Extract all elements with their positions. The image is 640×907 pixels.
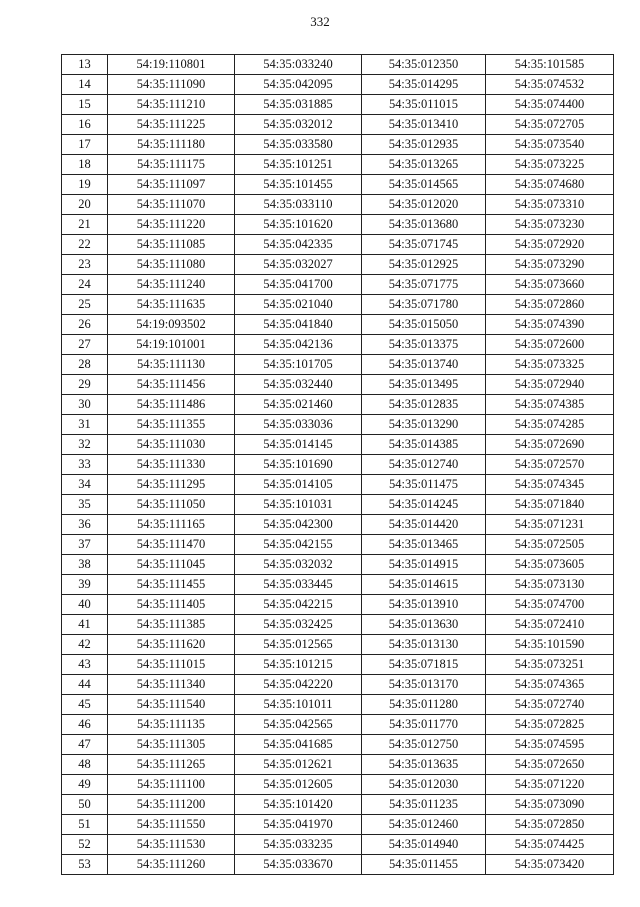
cadastral-number-cell: 54:35:111030 [108, 435, 235, 455]
cadastral-number-cell: 54:35:032440 [235, 375, 362, 395]
cadastral-number-cell: 54:35:073251 [486, 655, 614, 675]
table-row [62, 795, 614, 815]
cadastral-number-cell: 54:35:111330 [108, 455, 235, 475]
cadastral-number-cell: 54:35:032032 [235, 555, 362, 575]
table-row [62, 435, 614, 455]
cadastral-number-cell: 54:35:041700 [235, 275, 362, 295]
cadastral-number-cell: 54:35:013130 [362, 635, 486, 655]
table-row [62, 135, 614, 155]
cadastral-number-cell: 54:35:011235 [362, 795, 486, 815]
cadastral-number-cell: 54:35:072920 [486, 235, 614, 255]
row-number-cell: 21 [62, 215, 108, 235]
cadastral-number-cell: 54:35:074345 [486, 475, 614, 495]
cadastral-number-cell: 54:35:101251 [235, 155, 362, 175]
row-number-cell: 49 [62, 775, 108, 795]
table-row [62, 315, 614, 335]
cadastral-number-cell: 54:35:012621 [235, 755, 362, 775]
row-number-cell: 24 [62, 275, 108, 295]
row-number-cell: 51 [62, 815, 108, 835]
cadastral-number-cell: 54:35:014295 [362, 75, 486, 95]
cadastral-number-cell: 54:35:072940 [486, 375, 614, 395]
cadastral-number-cell: 54:35:101690 [235, 455, 362, 475]
cadastral-number-cell: 54:35:073130 [486, 575, 614, 595]
cadastral-number-cell: 54:35:012835 [362, 395, 486, 415]
table-row [62, 215, 614, 235]
cadastral-number-cell: 54:35:014245 [362, 495, 486, 515]
cadastral-number-cell: 54:35:013375 [362, 335, 486, 355]
cadastral-number-cell: 54:35:073660 [486, 275, 614, 295]
table-row [62, 595, 614, 615]
cadastral-number-cell: 54:35:011015 [362, 95, 486, 115]
cadastral-number-cell: 54:35:012750 [362, 735, 486, 755]
cadastral-number-cell: 54:35:073225 [486, 155, 614, 175]
cadastral-number-cell: 54:35:111165 [108, 515, 235, 535]
cadastral-number-cell: 54:35:111455 [108, 575, 235, 595]
cadastral-number-cell: 54:35:042095 [235, 75, 362, 95]
table-row [62, 575, 614, 595]
cadastral-number-cell: 54:35:031885 [235, 95, 362, 115]
cadastral-number-cell: 54:35:101620 [235, 215, 362, 235]
cadastral-number-cell: 54:35:111550 [108, 815, 235, 835]
cadastral-number-cell: 54:35:012030 [362, 775, 486, 795]
table-row [62, 835, 614, 855]
cadastral-number-cell: 54:35:111635 [108, 295, 235, 315]
table-row [62, 55, 614, 75]
cadastral-number-cell: 54:35:012925 [362, 255, 486, 275]
cadastral-number-cell: 54:35:033235 [235, 835, 362, 855]
table-row [62, 815, 614, 835]
table-row [62, 255, 614, 275]
row-number-cell: 53 [62, 855, 108, 875]
cadastral-number-cell: 54:35:111097 [108, 175, 235, 195]
row-number-cell: 28 [62, 355, 108, 375]
cadastral-number-cell: 54:35:014940 [362, 835, 486, 855]
cadastral-number-cell: 54:35:111180 [108, 135, 235, 155]
cadastral-number-cell: 54:35:111540 [108, 695, 235, 715]
cadastral-number-cell: 54:35:101031 [235, 495, 362, 515]
table-row [62, 495, 614, 515]
table-row [62, 715, 614, 735]
table-row [62, 735, 614, 755]
cadastral-number-cell: 54:35:033670 [235, 855, 362, 875]
table-row [62, 655, 614, 675]
cadastral-number-cell: 54:35:041685 [235, 735, 362, 755]
table-row [62, 75, 614, 95]
cadastral-number-cell: 54:35:101215 [235, 655, 362, 675]
row-number-cell: 33 [62, 455, 108, 475]
cadastral-number-cell: 54:35:111070 [108, 195, 235, 215]
cadastral-number-cell: 54:35:072600 [486, 335, 614, 355]
cadastral-number-cell: 54:35:111405 [108, 595, 235, 615]
cadastral-number-cell: 54:35:073290 [486, 255, 614, 275]
row-number-cell: 45 [62, 695, 108, 715]
cadastral-number-cell: 54:35:073420 [486, 855, 614, 875]
cadastral-number-cell: 54:35:013410 [362, 115, 486, 135]
cadastral-number-cell: 54:35:111240 [108, 275, 235, 295]
cadastral-number-cell: 54:35:073605 [486, 555, 614, 575]
cadastral-number-cell: 54:35:101455 [235, 175, 362, 195]
row-number-cell: 52 [62, 835, 108, 855]
cadastral-number-cell: 54:35:013465 [362, 535, 486, 555]
cadastral-number-cell: 54:35:015050 [362, 315, 486, 335]
cadastral-number-cell: 54:35:111015 [108, 655, 235, 675]
cadastral-number-cell: 54:35:014615 [362, 575, 486, 595]
table-row [62, 395, 614, 415]
table-row [62, 555, 614, 575]
cadastral-number-cell: 54:35:111200 [108, 795, 235, 815]
cadastral-number-cell: 54:35:014385 [362, 435, 486, 455]
cadastral-number-cell: 54:35:011475 [362, 475, 486, 495]
cadastral-number-cell: 54:35:021040 [235, 295, 362, 315]
cadastral-number-cell: 54:35:101420 [235, 795, 362, 815]
cadastral-number-cell: 54:35:074365 [486, 675, 614, 695]
table-row [62, 635, 614, 655]
cadastral-number-cell: 54:35:073540 [486, 135, 614, 155]
cadastral-number-cell: 54:35:013170 [362, 675, 486, 695]
cadastral-number-cell: 54:35:071815 [362, 655, 486, 675]
table-body [62, 55, 614, 875]
page-number: 332 [310, 14, 330, 29]
cadastral-number-cell: 54:35:111100 [108, 775, 235, 795]
table-row [62, 375, 614, 395]
cadastral-number-cell: 54:35:111260 [108, 855, 235, 875]
row-number-cell: 47 [62, 735, 108, 755]
cadastral-number-cell: 54:35:101590 [486, 635, 614, 655]
row-number-cell: 39 [62, 575, 108, 595]
row-number-cell: 16 [62, 115, 108, 135]
cadastral-number-cell: 54:35:012350 [362, 55, 486, 75]
row-number-cell: 30 [62, 395, 108, 415]
row-number-cell: 48 [62, 755, 108, 775]
cadastral-number-cell: 54:35:101011 [235, 695, 362, 715]
cadastral-number-cell: 54:35:111045 [108, 555, 235, 575]
cadastral-number-cell: 54:35:072570 [486, 455, 614, 475]
cadastral-number-cell: 54:35:042300 [235, 515, 362, 535]
cadastral-number-cell: 54:35:013495 [362, 375, 486, 395]
cadastral-number-cell: 54:35:074400 [486, 95, 614, 115]
table-row [62, 755, 614, 775]
cadastral-number-cell: 54:35:071840 [486, 495, 614, 515]
cadastral-number-cell: 54:35:111050 [108, 495, 235, 515]
cadastral-number-cell: 54:19:101001 [108, 335, 235, 355]
cadastral-number-cell: 54:35:014915 [362, 555, 486, 575]
cadastral-number-cell: 54:35:042335 [235, 235, 362, 255]
cadastral-number-cell: 54:35:071231 [486, 515, 614, 535]
cadastral-number-cell: 54:35:071745 [362, 235, 486, 255]
cadastral-number-cell: 54:35:072650 [486, 755, 614, 775]
table-row [62, 335, 614, 355]
row-number-cell: 37 [62, 535, 108, 555]
cadastral-number-cell: 54:35:111470 [108, 535, 235, 555]
cadastral-number-cell: 54:35:011455 [362, 855, 486, 875]
cadastral-number-cell: 54:35:012740 [362, 455, 486, 475]
cadastral-number-cell: 54:35:072825 [486, 715, 614, 735]
row-number-cell: 19 [62, 175, 108, 195]
cadastral-number-cell: 54:35:111620 [108, 635, 235, 655]
cadastral-number-cell: 54:35:013635 [362, 755, 486, 775]
row-number-cell: 23 [62, 255, 108, 275]
cadastral-number-cell: 54:35:111265 [108, 755, 235, 775]
cadastral-number-cell: 54:35:074390 [486, 315, 614, 335]
cadastral-number-cell: 54:35:033580 [235, 135, 362, 155]
table-row [62, 195, 614, 215]
row-number-cell: 18 [62, 155, 108, 175]
cadastral-number-cell: 54:35:111135 [108, 715, 235, 735]
table-row [62, 175, 614, 195]
cadastral-number-cell: 54:35:013680 [362, 215, 486, 235]
cadastral-number-cell: 54:35:111530 [108, 835, 235, 855]
cadastral-number-cell: 54:35:111305 [108, 735, 235, 755]
cadastral-number-cell: 54:35:111340 [108, 675, 235, 695]
table-row [62, 615, 614, 635]
row-number-cell: 14 [62, 75, 108, 95]
cadastral-number-cell: 54:35:014145 [235, 435, 362, 455]
row-number-cell: 32 [62, 435, 108, 455]
cadastral-number-cell: 54:35:074385 [486, 395, 614, 415]
cadastral-number-cell: 54:35:111085 [108, 235, 235, 255]
row-number-cell: 25 [62, 295, 108, 315]
cadastral-number-cell: 54:35:072690 [486, 435, 614, 455]
cadastral-number-cell: 54:35:042565 [235, 715, 362, 735]
cadastral-number-cell: 54:35:074285 [486, 415, 614, 435]
row-number-cell: 36 [62, 515, 108, 535]
cadastral-number-cell: 54:35:111090 [108, 75, 235, 95]
row-number-cell: 42 [62, 635, 108, 655]
row-number-cell: 35 [62, 495, 108, 515]
row-number-cell: 43 [62, 655, 108, 675]
cadastral-number-cell: 54:35:013740 [362, 355, 486, 375]
table-row [62, 535, 614, 555]
cadastral-number-cell: 54:35:033445 [235, 575, 362, 595]
cadastral-number-cell: 54:35:011280 [362, 695, 486, 715]
row-number-cell: 46 [62, 715, 108, 735]
table-row [62, 855, 614, 875]
row-number-cell: 31 [62, 415, 108, 435]
table-row [62, 415, 614, 435]
cadastral-number-cell: 54:35:013265 [362, 155, 486, 175]
cadastral-number-cell: 54:35:073325 [486, 355, 614, 375]
cadastral-number-cell: 54:35:072505 [486, 535, 614, 555]
row-number-cell: 15 [62, 95, 108, 115]
table-row [62, 295, 614, 315]
cadastral-number-cell: 54:35:021460 [235, 395, 362, 415]
row-number-cell: 26 [62, 315, 108, 335]
cadastral-table [61, 54, 614, 875]
cadastral-number-cell: 54:35:111210 [108, 95, 235, 115]
table-row [62, 115, 614, 135]
cadastral-number-cell: 54:35:072850 [486, 815, 614, 835]
cadastral-number-cell: 54:35:041970 [235, 815, 362, 835]
row-number-cell: 44 [62, 675, 108, 695]
cadastral-number-cell: 54:19:093502 [108, 315, 235, 335]
cadastral-number-cell: 54:35:014565 [362, 175, 486, 195]
cadastral-number-cell: 54:35:073310 [486, 195, 614, 215]
cadastral-number-cell: 54:35:032425 [235, 615, 362, 635]
cadastral-number-cell: 54:19:110801 [108, 55, 235, 75]
cadastral-number-cell: 54:35:042220 [235, 675, 362, 695]
table-row [62, 155, 614, 175]
table-row [62, 275, 614, 295]
cadastral-number-cell: 54:35:012020 [362, 195, 486, 215]
cadastral-number-cell: 54:35:111175 [108, 155, 235, 175]
row-number-cell: 34 [62, 475, 108, 495]
cadastral-number-cell: 54:35:012605 [235, 775, 362, 795]
cadastral-number-cell: 54:35:101705 [235, 355, 362, 375]
cadastral-number-cell: 54:35:111456 [108, 375, 235, 395]
table-row [62, 95, 614, 115]
cadastral-number-cell: 54:35:011770 [362, 715, 486, 735]
cadastral-number-cell: 54:35:074532 [486, 75, 614, 95]
cadastral-number-cell: 54:35:111385 [108, 615, 235, 635]
cadastral-number-cell: 54:35:101585 [486, 55, 614, 75]
cadastral-number-cell: 54:35:012565 [235, 635, 362, 655]
row-number-cell: 40 [62, 595, 108, 615]
table-row [62, 455, 614, 475]
cadastral-number-cell: 54:35:013290 [362, 415, 486, 435]
cadastral-number-cell: 54:35:072410 [486, 615, 614, 635]
table-row [62, 475, 614, 495]
cadastral-number-cell: 54:35:042136 [235, 335, 362, 355]
row-number-cell: 17 [62, 135, 108, 155]
cadastral-number-cell: 54:35:032012 [235, 115, 362, 135]
row-number-cell: 20 [62, 195, 108, 215]
cadastral-number-cell: 54:35:072860 [486, 295, 614, 315]
cadastral-number-cell: 54:35:111220 [108, 215, 235, 235]
cadastral-number-cell: 54:35:033036 [235, 415, 362, 435]
table-row [62, 675, 614, 695]
cadastral-number-cell: 54:35:014105 [235, 475, 362, 495]
cadastral-number-cell: 54:35:012460 [362, 815, 486, 835]
row-number-cell: 13 [62, 55, 108, 75]
cadastral-number-cell: 54:35:111080 [108, 255, 235, 275]
table-row [62, 515, 614, 535]
cadastral-number-cell: 54:35:013910 [362, 595, 486, 615]
row-number-cell: 27 [62, 335, 108, 355]
cadastral-number-cell: 54:35:074595 [486, 735, 614, 755]
cadastral-number-cell: 54:35:073230 [486, 215, 614, 235]
table-row [62, 695, 614, 715]
table-row [62, 235, 614, 255]
cadastral-number-cell: 54:35:073090 [486, 795, 614, 815]
cadastral-number-cell: 54:35:013630 [362, 615, 486, 635]
cadastral-number-cell: 54:35:041840 [235, 315, 362, 335]
row-number-cell: 22 [62, 235, 108, 255]
row-number-cell: 41 [62, 615, 108, 635]
cadastral-number-cell: 54:35:071220 [486, 775, 614, 795]
cadastral-number-cell: 54:35:111486 [108, 395, 235, 415]
cadastral-number-cell: 54:35:032027 [235, 255, 362, 275]
cadastral-number-cell: 54:35:042155 [235, 535, 362, 555]
cadastral-number-cell: 54:35:111355 [108, 415, 235, 435]
cadastral-number-cell: 54:35:071780 [362, 295, 486, 315]
row-number-cell: 50 [62, 795, 108, 815]
cadastral-number-cell: 54:35:071775 [362, 275, 486, 295]
cadastral-number-cell: 54:35:111225 [108, 115, 235, 135]
row-number-cell: 38 [62, 555, 108, 575]
row-number-cell: 29 [62, 375, 108, 395]
cadastral-number-cell: 54:35:074425 [486, 835, 614, 855]
cadastral-number-cell: 54:35:012935 [362, 135, 486, 155]
cadastral-table-container [61, 54, 614, 875]
cadastral-number-cell: 54:35:074700 [486, 595, 614, 615]
cadastral-number-cell: 54:35:033110 [235, 195, 362, 215]
cadastral-number-cell: 54:35:042215 [235, 595, 362, 615]
table-row [62, 355, 614, 375]
cadastral-number-cell: 54:35:033240 [235, 55, 362, 75]
cadastral-number-cell: 54:35:074680 [486, 175, 614, 195]
table-row [62, 775, 614, 795]
cadastral-number-cell: 54:35:014420 [362, 515, 486, 535]
cadastral-number-cell: 54:35:072740 [486, 695, 614, 715]
cadastral-number-cell: 54:35:072705 [486, 115, 614, 135]
cadastral-number-cell: 54:35:111130 [108, 355, 235, 375]
cadastral-number-cell: 54:35:111295 [108, 475, 235, 495]
